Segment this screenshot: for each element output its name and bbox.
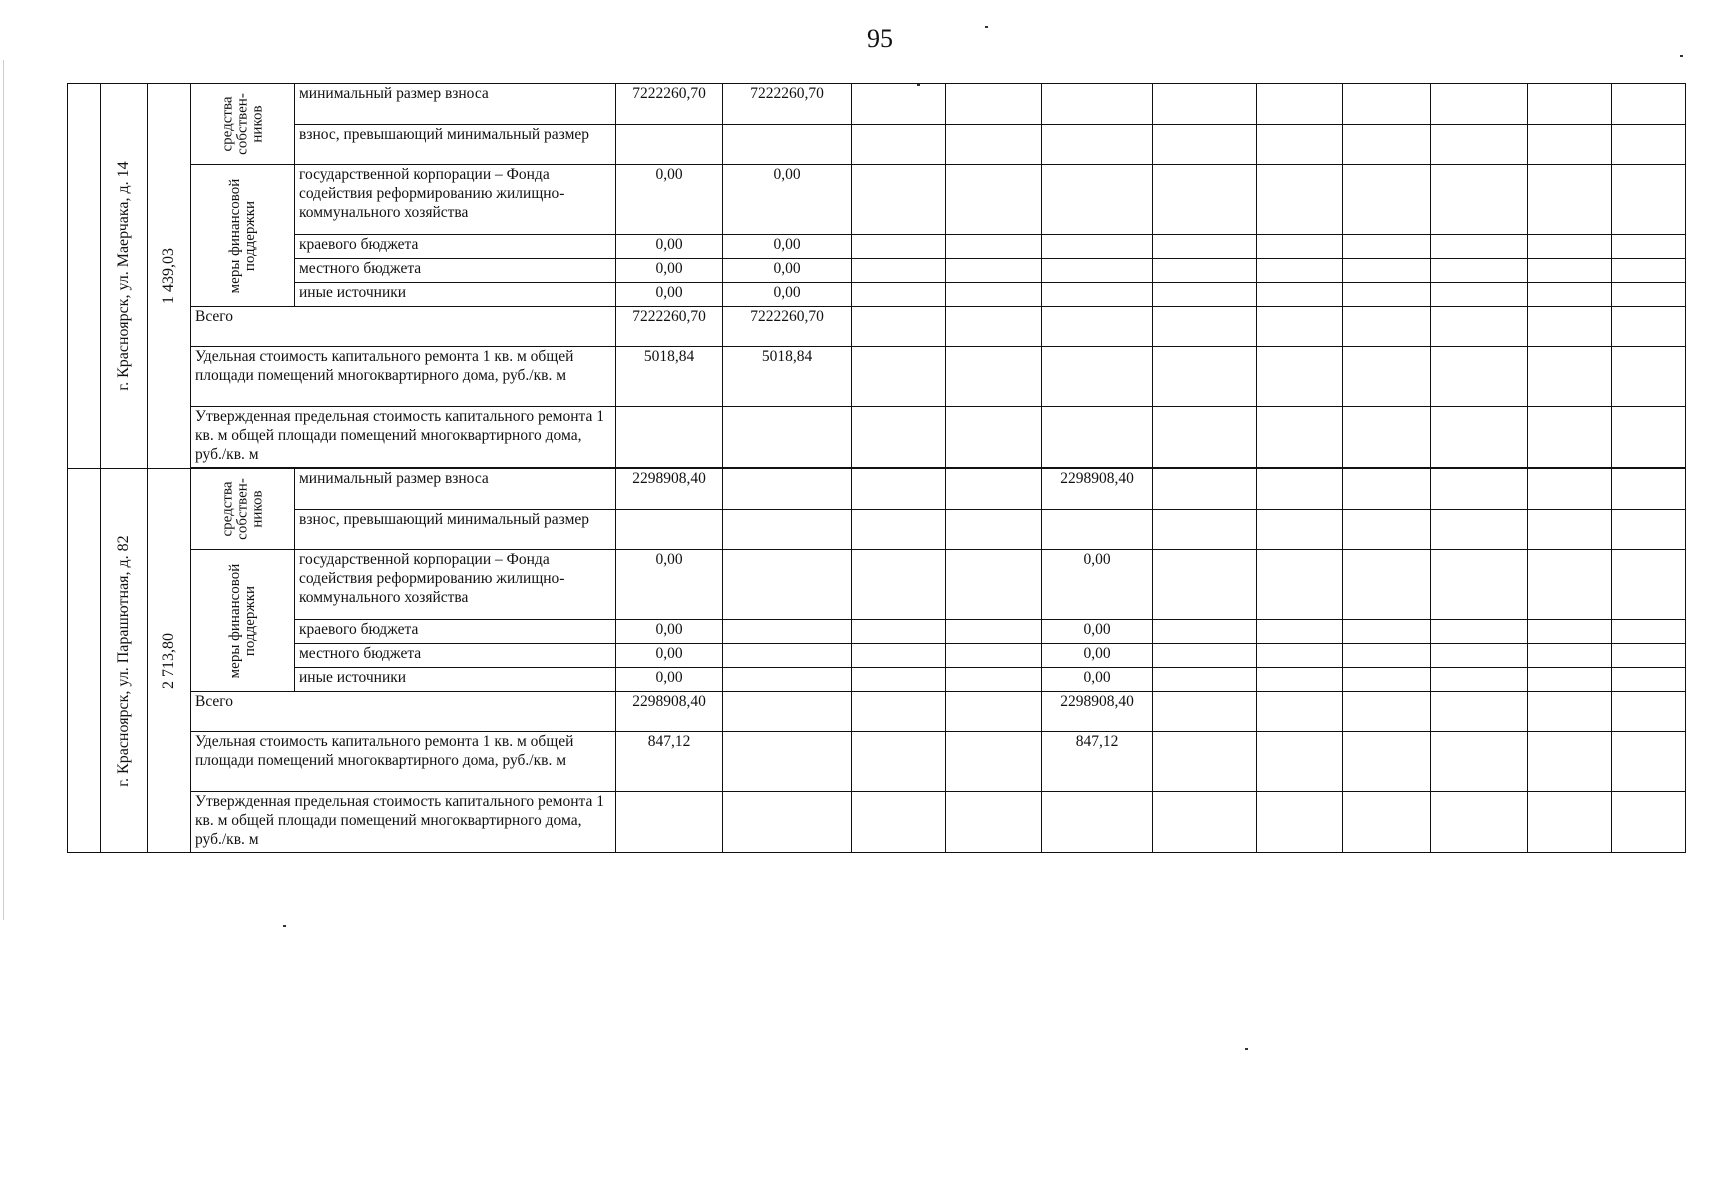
empty-cell [946, 550, 1042, 620]
empty-cell [1343, 469, 1431, 510]
value-cell [723, 668, 852, 692]
row-label: местного бюджета [295, 259, 616, 283]
value-cell [723, 125, 852, 165]
empty-cell [1612, 165, 1686, 235]
empty-cell [1153, 407, 1257, 468]
empty-cell [1257, 259, 1343, 283]
empty-cell [1153, 644, 1257, 668]
empty-cell [1528, 307, 1612, 347]
empty-cell [1612, 644, 1686, 668]
empty-cell [1343, 84, 1431, 125]
empty-cell [1431, 550, 1528, 620]
empty-cell [1431, 347, 1528, 407]
value-cell: 847,12 [616, 732, 723, 792]
empty-cell [852, 283, 946, 307]
limit-cost-label: Утвержденная предельная стоимость капитального ремонта 1 кв. м общей площади помещений многоквартирного дома, руб./кв. м [191, 407, 616, 468]
empty-cell [1343, 347, 1431, 407]
empty-cell [1431, 469, 1528, 510]
empty-cell [1257, 407, 1343, 468]
value-cell [723, 792, 852, 853]
value-cell [1042, 510, 1153, 550]
empty-cell [1257, 510, 1343, 550]
empty-cell [1528, 792, 1612, 853]
row-label: местного бюджета [295, 644, 616, 668]
value-cell: 0,00 [616, 259, 723, 283]
empty-cell [1431, 668, 1528, 692]
table-row [68, 125, 1686, 165]
empty-cell [1153, 165, 1257, 235]
value-cell [1042, 792, 1153, 853]
empty-cell [1343, 283, 1431, 307]
empty-cell [1257, 668, 1343, 692]
empty-cell [1528, 620, 1612, 644]
empty-cell [1431, 283, 1528, 307]
empty-cell [1257, 84, 1343, 125]
value-cell: 0,00 [1042, 550, 1153, 620]
empty-cell [1528, 469, 1612, 510]
total-label: Всего [191, 692, 616, 732]
empty-cell [852, 165, 946, 235]
value-cell [723, 732, 852, 792]
empty-cell [946, 792, 1042, 853]
value-cell: 2298908,40 [616, 692, 723, 732]
value-cell: 2298908,40 [1042, 469, 1153, 510]
empty-cell [1257, 692, 1343, 732]
scan-speck [1245, 1048, 1248, 1050]
empty-cell [946, 259, 1042, 283]
empty-cell [1612, 84, 1686, 125]
empty-cell [1153, 620, 1257, 644]
value-cell: 0,00 [616, 235, 723, 259]
value-cell: 0,00 [1042, 620, 1153, 644]
value-cell: 7222260,70 [616, 307, 723, 347]
area-cell: 1 439,03 [148, 84, 191, 469]
empty-cell [852, 125, 946, 165]
scan-speck [985, 26, 988, 28]
empty-cell [946, 732, 1042, 792]
empty-cell [1153, 347, 1257, 407]
empty-cell [1528, 732, 1612, 792]
value-cell [1042, 283, 1153, 307]
empty-cell [852, 407, 946, 468]
empty-cell [946, 84, 1042, 125]
owners-funds-group: средства собствен-ников [191, 84, 295, 165]
empty-cell [1431, 125, 1528, 165]
value-cell: 0,00 [616, 644, 723, 668]
empty-cell [1612, 125, 1686, 165]
value-cell: 0,00 [723, 283, 852, 307]
table-row [68, 469, 1686, 510]
empty-cell [1343, 510, 1431, 550]
empty-cell [1431, 732, 1528, 792]
value-cell: 7222260,70 [723, 84, 852, 125]
empty-cell [1153, 235, 1257, 259]
page-number: 95 [867, 24, 893, 53]
empty-cell [946, 620, 1042, 644]
empty-cell [946, 668, 1042, 692]
value-cell: 2298908,40 [1042, 692, 1153, 732]
value-cell: 7222260,70 [616, 84, 723, 125]
row-label: государственной корпорации – Фонда содействия реформированию жилищно-коммунального хозяйства [295, 165, 616, 235]
value-cell [1042, 165, 1153, 235]
empty-cell [1257, 644, 1343, 668]
empty-cell [946, 644, 1042, 668]
empty-cell [1612, 307, 1686, 347]
scan-speck [283, 925, 286, 927]
empty-cell [1153, 469, 1257, 510]
empty-cell [946, 307, 1042, 347]
value-cell [1042, 259, 1153, 283]
table-row [68, 550, 1686, 620]
empty-cell [1431, 644, 1528, 668]
index-cell [68, 84, 101, 469]
empty-cell [1528, 407, 1612, 468]
unit-cost-label: Удельная стоимость капитального ремонта 1 кв. м общей площади помещений многоквартирного дома, руб./кв. м [191, 347, 616, 407]
limit-cost-label: Утвержденная предельная стоимость капитального ремонта 1 кв. м общей площади помещений многоквартирного дома, руб./кв. м [191, 792, 616, 853]
value-cell: 847,12 [1042, 732, 1153, 792]
empty-cell [852, 307, 946, 347]
empty-cell [1343, 165, 1431, 235]
empty-cell [852, 347, 946, 407]
value-cell [1042, 347, 1153, 407]
empty-cell [946, 510, 1042, 550]
value-cell: 0,00 [616, 165, 723, 235]
empty-cell [852, 668, 946, 692]
value-cell [723, 469, 852, 510]
capital-repair-table [67, 83, 1686, 853]
empty-cell [1343, 307, 1431, 347]
empty-cell [1528, 668, 1612, 692]
empty-cell [1431, 259, 1528, 283]
table-row [68, 668, 1686, 692]
empty-cell [1431, 235, 1528, 259]
empty-cell [1153, 692, 1257, 732]
empty-cell [1528, 644, 1612, 668]
empty-cell [1612, 668, 1686, 692]
table-row [68, 620, 1686, 644]
empty-cell [1528, 165, 1612, 235]
value-cell [616, 792, 723, 853]
value-cell: 0,00 [1042, 668, 1153, 692]
empty-cell [1153, 125, 1257, 165]
empty-cell [946, 407, 1042, 468]
empty-cell [1343, 550, 1431, 620]
value-cell [616, 510, 723, 550]
table-row [68, 84, 1686, 125]
empty-cell [1431, 792, 1528, 853]
empty-cell [1257, 732, 1343, 792]
scan-speck [1680, 55, 1683, 57]
empty-cell [852, 235, 946, 259]
empty-cell [1343, 259, 1431, 283]
empty-cell [946, 469, 1042, 510]
empty-cell [852, 259, 946, 283]
empty-cell [1153, 792, 1257, 853]
address-cell: г. Красноярск, ул. Маерчака, д. 14 [101, 84, 148, 469]
table-row [68, 510, 1686, 550]
owners-funds-group: средства собствен-ников [191, 469, 295, 550]
table-row [68, 165, 1686, 235]
empty-cell [1612, 347, 1686, 407]
value-cell: 0,00 [723, 165, 852, 235]
value-cell [1042, 407, 1153, 468]
value-cell [1042, 307, 1153, 347]
table-row [68, 283, 1686, 307]
empty-cell [1528, 125, 1612, 165]
empty-cell [1431, 407, 1528, 468]
table-row [68, 235, 1686, 259]
row-label: краевого бюджета [295, 620, 616, 644]
empty-cell [1528, 347, 1612, 407]
empty-cell [1257, 550, 1343, 620]
empty-cell [1612, 510, 1686, 550]
empty-cell [946, 347, 1042, 407]
empty-cell [1257, 347, 1343, 407]
empty-cell [946, 235, 1042, 259]
empty-cell [1612, 620, 1686, 644]
financial-support-group: меры финансовой поддержки [191, 550, 295, 692]
value-cell: 7222260,70 [723, 307, 852, 347]
empty-cell [1612, 792, 1686, 853]
value-cell [723, 407, 852, 468]
empty-cell [852, 510, 946, 550]
index-cell [68, 469, 101, 853]
empty-cell [1343, 668, 1431, 692]
empty-cell [1343, 732, 1431, 792]
row-label: минимальный размер взноса [295, 469, 616, 510]
row-label: взнос, превышающий минимальный размер [295, 125, 616, 165]
value-cell: 0,00 [616, 550, 723, 620]
row-label: иные источники [295, 668, 616, 692]
table-row [68, 644, 1686, 668]
empty-cell [1431, 165, 1528, 235]
scan-edge-shadow [3, 60, 4, 920]
area-cell: 2 713,80 [148, 469, 191, 853]
empty-cell [1343, 792, 1431, 853]
value-cell [1042, 84, 1153, 125]
empty-cell [1153, 732, 1257, 792]
value-cell: 2298908,40 [616, 469, 723, 510]
value-cell: 0,00 [616, 668, 723, 692]
empty-cell [1153, 84, 1257, 125]
table-row [68, 732, 1686, 792]
table-row [68, 307, 1686, 347]
value-cell [723, 620, 852, 644]
empty-cell [1612, 550, 1686, 620]
empty-cell [1257, 125, 1343, 165]
empty-cell [1257, 469, 1343, 510]
row-label: иные источники [295, 283, 616, 307]
empty-cell [1528, 235, 1612, 259]
empty-cell [852, 692, 946, 732]
table-row [68, 407, 1686, 468]
value-cell: 0,00 [616, 283, 723, 307]
empty-cell [852, 469, 946, 510]
empty-cell [946, 692, 1042, 732]
value-cell [1042, 125, 1153, 165]
value-cell [616, 125, 723, 165]
row-label: взнос, превышающий минимальный размер [295, 510, 616, 550]
scan-speck [917, 84, 920, 86]
value-cell: 5018,84 [723, 347, 852, 407]
value-cell [723, 692, 852, 732]
empty-cell [1257, 792, 1343, 853]
empty-cell [1528, 259, 1612, 283]
value-cell [1042, 235, 1153, 259]
empty-cell [1153, 259, 1257, 283]
row-label: государственной корпорации – Фонда содействия реформированию жилищно-коммунального хозяйства [295, 550, 616, 620]
empty-cell [1431, 510, 1528, 550]
empty-cell [852, 550, 946, 620]
total-label: Всего [191, 307, 616, 347]
empty-cell [1343, 620, 1431, 644]
table-row [68, 692, 1686, 732]
empty-cell [1257, 620, 1343, 644]
value-cell [723, 550, 852, 620]
empty-cell [946, 125, 1042, 165]
empty-cell [1612, 692, 1686, 732]
empty-cell [1612, 235, 1686, 259]
empty-cell [1153, 668, 1257, 692]
table-row [68, 347, 1686, 407]
row-label: краевого бюджета [295, 235, 616, 259]
empty-cell [1153, 550, 1257, 620]
empty-cell [1343, 125, 1431, 165]
table-row [68, 259, 1686, 283]
empty-cell [1153, 510, 1257, 550]
empty-cell [1612, 283, 1686, 307]
empty-cell [1153, 283, 1257, 307]
value-cell: 0,00 [616, 620, 723, 644]
empty-cell [1257, 235, 1343, 259]
unit-cost-label: Удельная стоимость капитального ремонта 1 кв. м общей площади помещений многоквартирного дома, руб./кв. м [191, 732, 616, 792]
table-row [68, 792, 1686, 853]
empty-cell [1528, 283, 1612, 307]
empty-cell [1528, 84, 1612, 125]
value-cell: 0,00 [1042, 644, 1153, 668]
empty-cell [852, 620, 946, 644]
empty-cell [1257, 165, 1343, 235]
empty-cell [1153, 307, 1257, 347]
empty-cell [852, 792, 946, 853]
empty-cell [1528, 510, 1612, 550]
empty-cell [1431, 692, 1528, 732]
empty-cell [1528, 692, 1612, 732]
empty-cell [1431, 620, 1528, 644]
empty-cell [1257, 283, 1343, 307]
empty-cell [946, 283, 1042, 307]
empty-cell [1528, 550, 1612, 620]
empty-cell [1612, 259, 1686, 283]
empty-cell [852, 732, 946, 792]
empty-cell [852, 644, 946, 668]
financial-support-group: меры финансовой поддержки [191, 165, 295, 307]
empty-cell [1612, 732, 1686, 792]
empty-cell [1343, 407, 1431, 468]
value-cell: 5018,84 [616, 347, 723, 407]
empty-cell [1343, 692, 1431, 732]
value-cell: 0,00 [723, 235, 852, 259]
value-cell [616, 407, 723, 468]
empty-cell [946, 165, 1042, 235]
empty-cell [1343, 644, 1431, 668]
value-cell: 0,00 [723, 259, 852, 283]
empty-cell [1431, 307, 1528, 347]
empty-cell [1257, 307, 1343, 347]
row-label: минимальный размер взноса [295, 84, 616, 125]
empty-cell [852, 84, 946, 125]
value-cell [723, 510, 852, 550]
empty-cell [1431, 84, 1528, 125]
empty-cell [1612, 407, 1686, 468]
empty-cell [1612, 469, 1686, 510]
address-cell: г. Красноярск, ул. Парашютная, д. 82 [101, 469, 148, 853]
value-cell [723, 644, 852, 668]
empty-cell [1343, 235, 1431, 259]
